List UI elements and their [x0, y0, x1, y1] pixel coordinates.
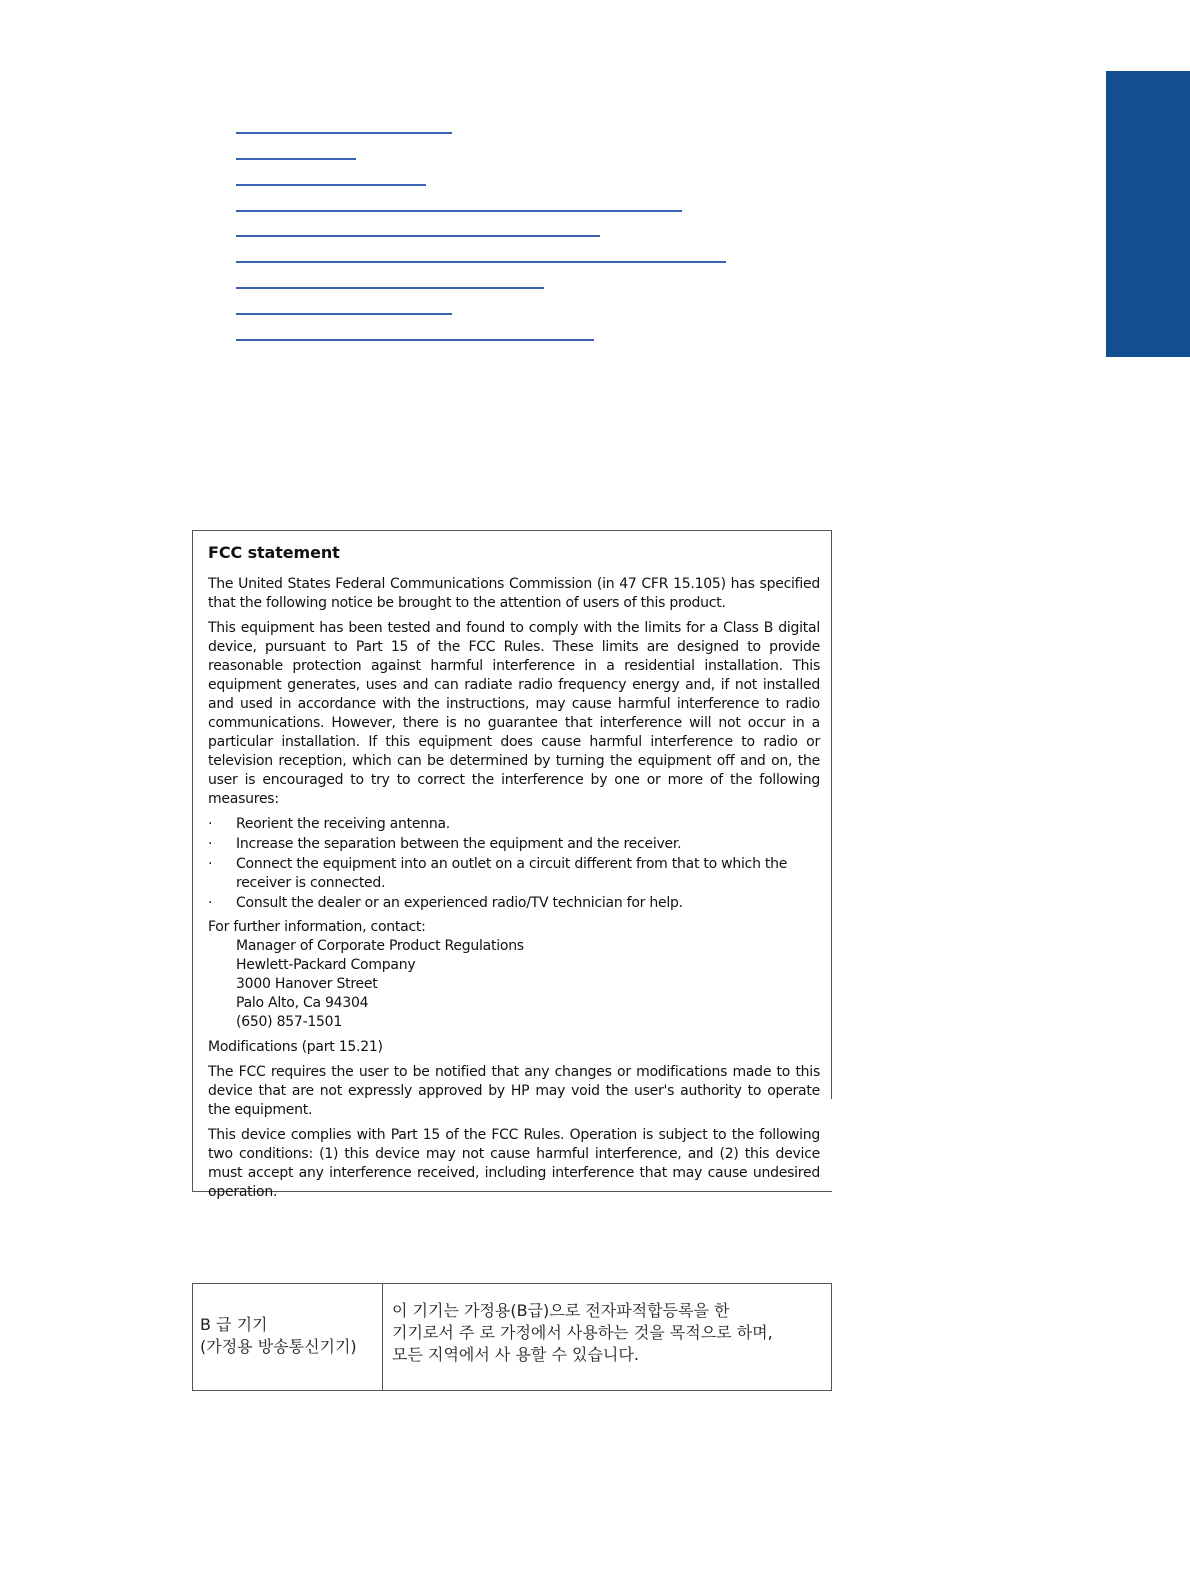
section-tab — [1106, 71, 1190, 357]
link-item[interactable] — [236, 235, 600, 237]
contact-address — [208, 937, 820, 1032]
fcc-statement-box — [192, 530, 832, 1200]
link-item[interactable] — [236, 287, 544, 289]
address-line: Manager of Corporate Product Regulations — [236, 938, 524, 954]
contact-intro: For further information, contact: — [208, 919, 426, 935]
fcc-equipment-paragraph: This equipment has been tested and found to comply with the limits for a Class B digital device, pursuant to Part 15 of the FCC Rules. These limits are designed to provide reasonable protection against harmful interference in a residential installation. This equipment generates, uses and can radiate radio frequency energy and, if not installed and used in accordance with the instructions, may cause harmful interference to radio communications. However, there is no guarantee that interference will not occur in a particular installation. If this equipment does cause harmful interference to radio or television reception, which can be determined by turning the equipment off and on, the user is encouraged to try to correct the interference by one or more of the following measures: — [208, 620, 820, 807]
box-border — [831, 531, 832, 1099]
link-item[interactable] — [236, 339, 594, 341]
fcc-measures-list — [208, 815, 820, 913]
address-line: 3000 Hanover Street — [236, 976, 378, 992]
list-item: · Increase the separation between the equipment and the receiver. — [208, 835, 820, 854]
modifications-paragraph: The FCC requires the user to be notified that any changes or modifications made to this device that are not expressly approved by HP may void the user's authority to operate the equipment. — [208, 1064, 820, 1118]
korean-class-label: B 급 기기 — [200, 1315, 268, 1334]
fcc-title: FCC statement — [208, 543, 340, 562]
list-item: · Connect the equipment into an outlet on a circuit different from that to which the receiver is connected. — [208, 855, 820, 893]
korean-notice-line: 기기로서 주 로 가정에서 사용하는 것을 목적으로 하며, — [392, 1323, 773, 1342]
fcc-intro-paragraph: The United States Federal Communications Commission (in 47 CFR 15.105) has specified that the following notice be brought to the attention of users of this product. — [208, 576, 820, 611]
compliance-paragraph: This device complies with Part 15 of the FCC Rules. Operation is subject to the following two conditions: (1) this device may not cause harmful interference, and (2) this device must accept any interference received, including interference that may cause undesired operation. — [208, 1127, 820, 1200]
list-item: · Reorient the receiving antenna. — [208, 815, 820, 834]
fcc-content — [208, 543, 820, 1208]
korean-notice-line: 이 기기는 가정용(B급)으로 전자파적합등록을 한 — [392, 1301, 730, 1320]
korean-notice-line: 모든 지역에서 사 용할 수 있습니다. — [392, 1345, 639, 1364]
address-line: (650) 857-1501 — [236, 1014, 342, 1030]
modifications-heading: Modifications (part 15.21) — [208, 1039, 383, 1055]
list-item: · Consult the dealer or an experienced radio/TV technician for help. — [208, 894, 820, 913]
address-line: Palo Alto, Ca 94304 — [236, 995, 369, 1011]
link-item[interactable] — [236, 261, 726, 263]
korean-notice-cell — [383, 1284, 831, 1390]
link-item[interactable] — [236, 158, 356, 160]
link-item[interactable] — [236, 132, 452, 134]
link-item[interactable] — [236, 184, 426, 186]
link-item[interactable] — [236, 313, 452, 315]
korean-notice-table — [192, 1283, 832, 1391]
korean-class-sublabel: (가정용 방송통신기기) — [200, 1337, 357, 1356]
link-item[interactable] — [236, 210, 682, 212]
address-line: Hewlett-Packard Company — [236, 957, 416, 973]
korean-class-cell — [193, 1284, 383, 1390]
